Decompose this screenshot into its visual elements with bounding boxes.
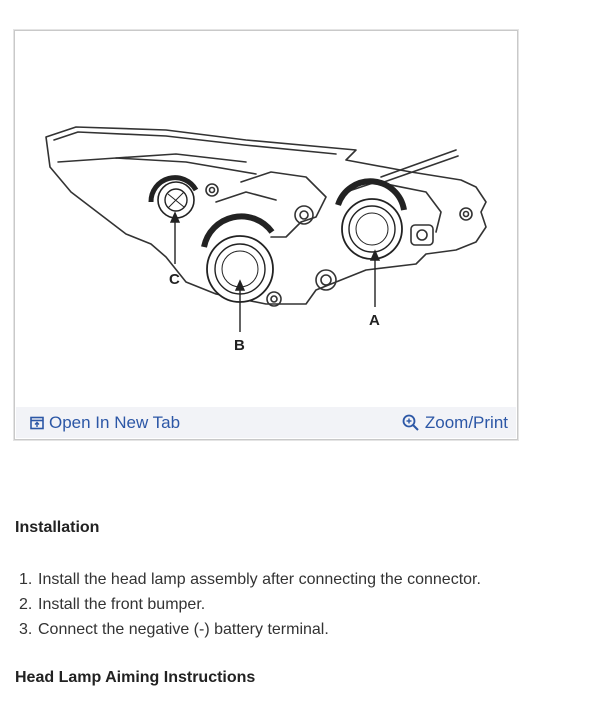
list-item <box>19 592 481 617</box>
callout-a: A <box>369 312 380 329</box>
step-number: 3. <box>19 621 33 638</box>
list-item <box>19 617 481 642</box>
headlamp-diagram <box>16 32 516 407</box>
installation-heading: Installation <box>15 519 100 536</box>
open-in-new-tab-label: Open In New Tab <box>49 413 181 432</box>
step-text: Install the front bumper. <box>38 596 206 613</box>
zoom-in-icon <box>402 414 420 432</box>
installation-steps <box>19 567 481 642</box>
step-number: 2. <box>19 596 33 613</box>
zoom-print-link[interactable] <box>402 413 508 433</box>
figure-toolbar <box>16 407 516 438</box>
zoom-print-label: Zoom/Print <box>424 413 508 432</box>
step-number: 1. <box>19 571 33 588</box>
open-in-new-tab-icon <box>30 416 44 430</box>
list-item <box>19 567 481 592</box>
open-in-new-tab-link[interactable] <box>30 413 180 433</box>
callout-b: B <box>234 337 245 354</box>
step-text: Connect the negative (-) battery terminal. <box>38 621 329 638</box>
step-text: Install the head lamp assembly after connecting the connector. <box>38 571 481 588</box>
callout-c: C <box>169 271 180 288</box>
aiming-heading: Head Lamp Aiming Instructions <box>15 669 256 686</box>
figure-frame <box>14 30 518 440</box>
